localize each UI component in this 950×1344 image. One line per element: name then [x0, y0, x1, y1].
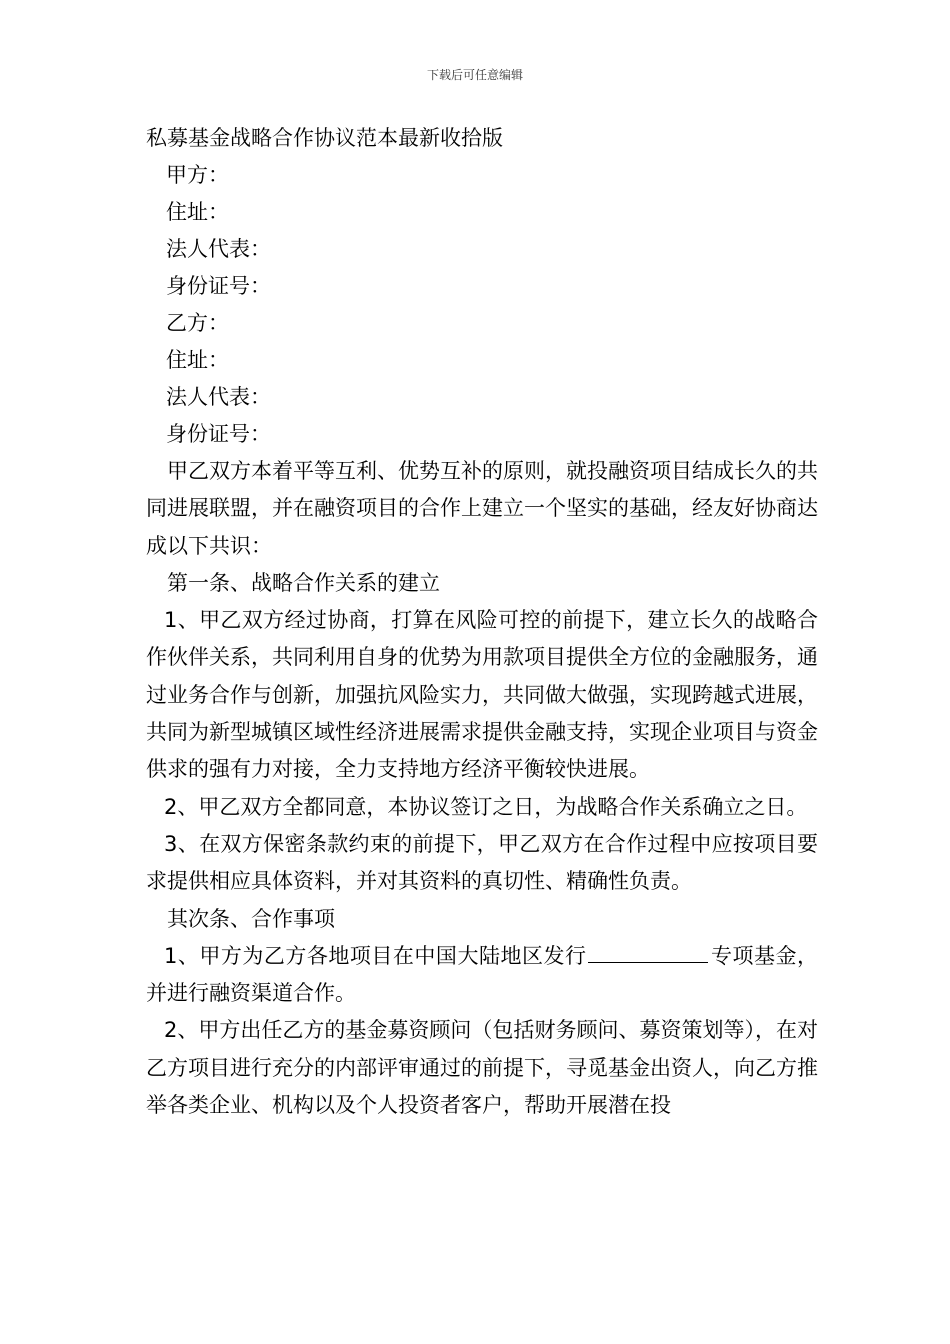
party-a-id-label: 身份证号：: [166, 274, 271, 298]
party-a-label: 甲方：: [166, 163, 229, 187]
article-1-item-3: 3、在双方保密条款约束的前提下，甲乙双方在合作过程中应按项目要求提供相应具体资料，并对其资料的真切性、精确性负责。: [146, 831, 818, 894]
header-note: 下载后可任意编辑: [426, 68, 523, 82]
article-1-item-2: 2、甲乙双方全都同意，本协议签订之日，为战略合作关系确立之日。: [164, 794, 808, 819]
document-body: [146, 453, 818, 1124]
party-b-id-label: 身份证号：: [166, 422, 271, 446]
party-b-label: 乙方：: [166, 311, 229, 335]
intro-paragraph: 甲乙双方本着平等互利、优势互补的原则，就投融资项目结成长久的共同进展联盟，并在融资项目的合作上建立一个坚实的基础，经友好协商达成以下共识：: [146, 459, 818, 558]
article-1-item-1: 1、甲乙双方经过协商，打算在风险可控的前提下，建立长久的战略合作伙伴关系，共同利用自身的优势为用款项目提供全方位的金融服务，通过业务合作与创新，加强抗风险实力，共同做大做强，实现跨越式进展，共同为新型城镇区域性经济进展需求提供金融支持，实现企业项目与资金供求的强有力对接，全力支持地方经济平衡较快进展。: [146, 608, 818, 782]
article-1-heading: 第一条、战略合作关系的建立: [167, 570, 440, 595]
article-2-item-1-text-start: 1、甲方为乙方各地项目在中国大陆地区发行: [164, 943, 587, 968]
party-b-legal-rep-label: 法人代表：: [166, 385, 271, 409]
document-title: 私募基金战略合作协议范本最新收拾版: [146, 126, 503, 150]
party-a-address-label: 住址：: [166, 200, 229, 224]
party-b-address-label: 住址：: [166, 348, 229, 372]
article-2-item-1: [146, 938, 818, 1013]
article-2-item-2: 2、甲方出任乙方的基金募资顾问（包括财务顾问、募资策划等），在对乙方项目进行充分的内部评审通过的前提下，寻觅基金出资人，向乙方推举各类企业、机构以及个人投资者客户，帮助开展潜在投: [146, 1018, 818, 1118]
fill-in-blank: [588, 944, 708, 963]
article-2-item-1-text-end: 专项基金，并进行融资渠道合作。: [146, 943, 819, 1006]
party-a-legal-rep-label: 法人代表：: [166, 237, 271, 261]
article-2-heading: 其次条、合作事项: [167, 906, 335, 931]
